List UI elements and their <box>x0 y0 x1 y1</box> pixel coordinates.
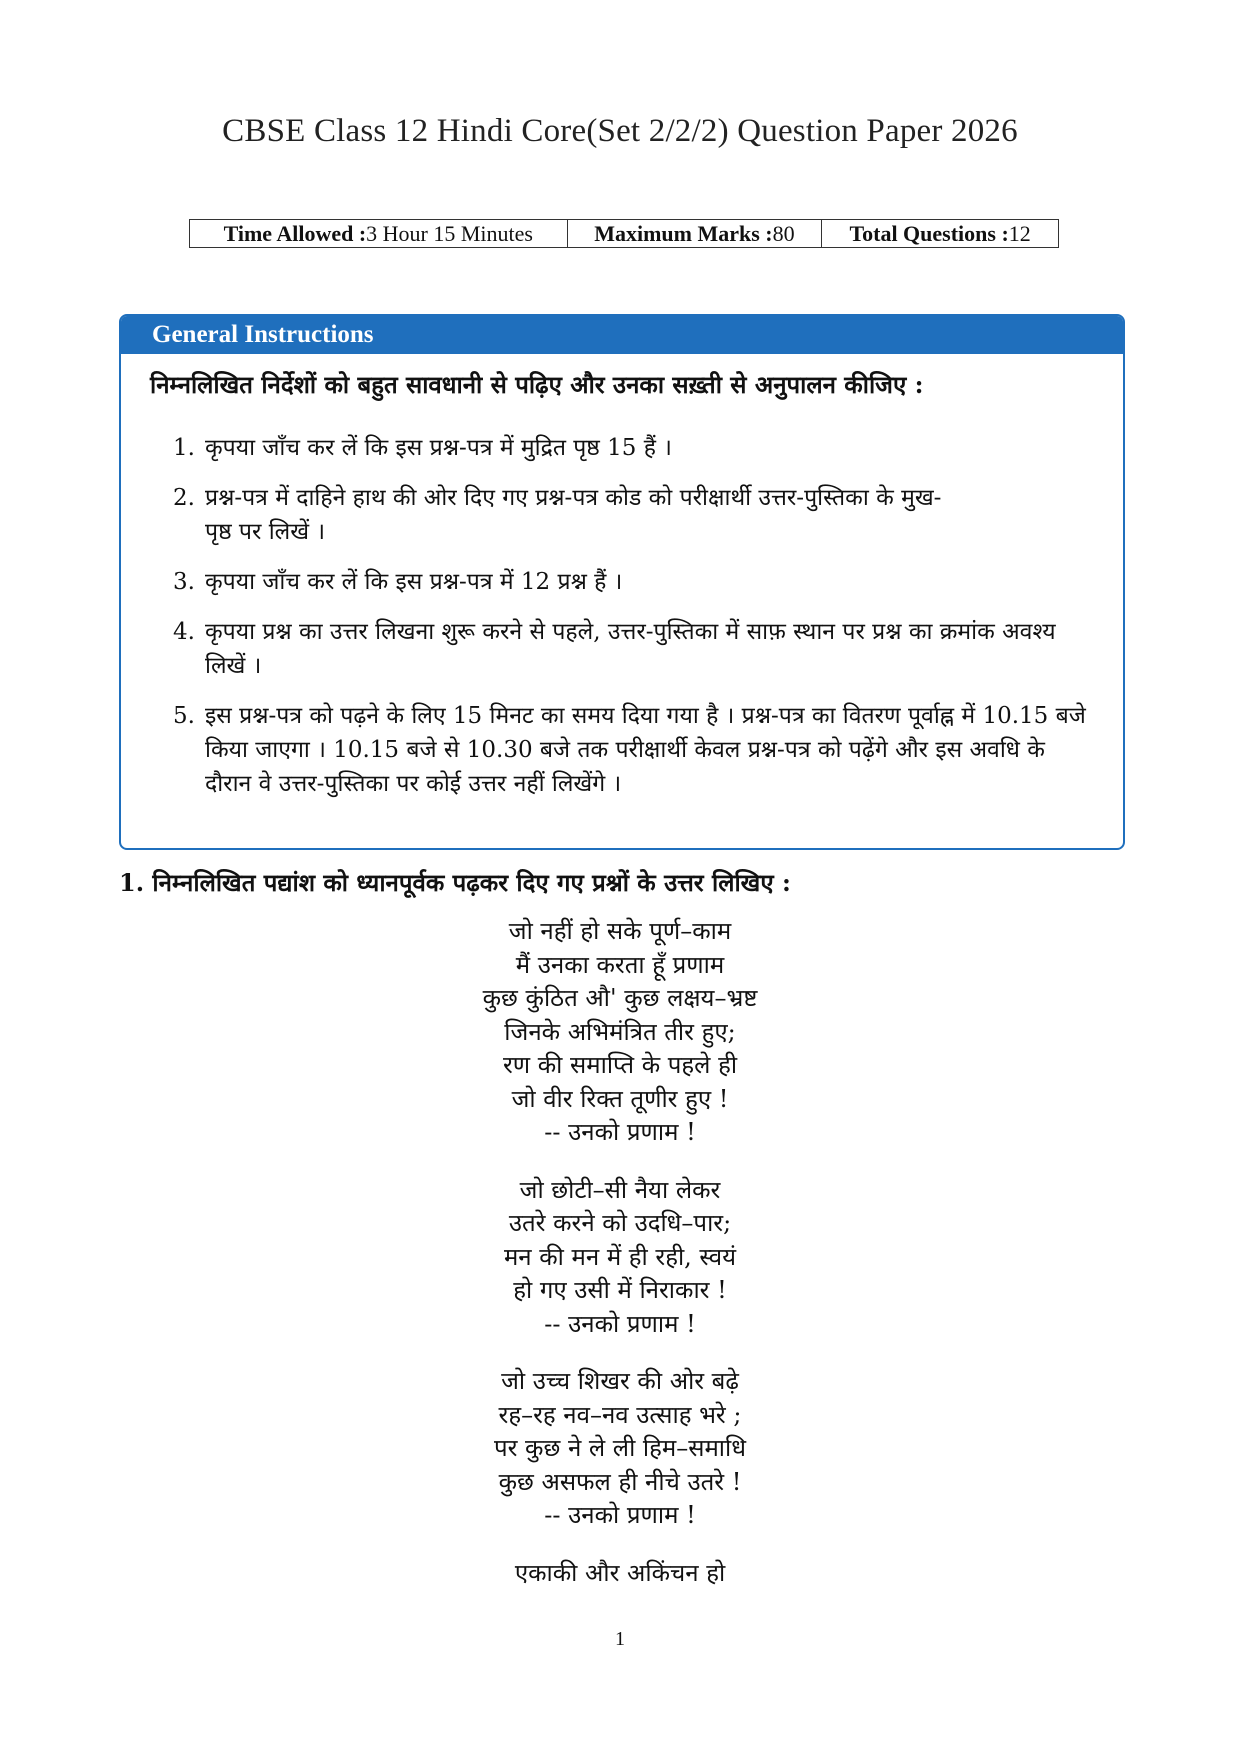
time-allowed-cell <box>190 220 568 247</box>
instruction-text: कृपया प्रश्न का उत्तर लिखना शुरू करने से पहले, उत्तर-पुस्तिका में साफ़ स्थान पर प्रश्न का क्रमांक अवश्य लिखें । <box>205 619 1056 679</box>
poem-stanza-1 <box>420 915 820 1150</box>
poem-line: जो वीर रिक्त तूणीर हुए ! <box>511 1084 729 1113</box>
poem-line: जो नहीं हो सके पूर्ण–काम <box>508 917 732 945</box>
poem-line: जो उच्च शिखर की ओर बढ़े <box>501 1367 739 1395</box>
maximum-marks-cell <box>568 220 823 247</box>
poem-stanza-2 <box>420 1174 820 1342</box>
instruction-text: कृपया जाँच कर लें कि इस प्रश्न-पत्र में 12 प्रश्न हैं । <box>205 569 623 595</box>
instruction-number: 3. <box>173 569 195 595</box>
poem-line: रण की समाप्ति के पहले ही <box>502 1051 738 1079</box>
question-1-prompt: 1. निम्नलिखित पद्यांश को ध्यानपूर्वक पढ़कर दिए गए प्रश्नों के उत्तर लिखिए : <box>119 868 791 897</box>
poem-line: मन की मन में ही रही, स्वयं <box>503 1242 737 1271</box>
instruction-number: 4. <box>173 619 195 645</box>
poem-line: पर कुछ ने ले ली हिम–समाधि <box>493 1434 746 1462</box>
poem-line: -- उनको प्रणाम ! <box>544 1309 696 1338</box>
time-allowed-value: 3 Hour 15 Minutes <box>366 220 533 246</box>
instructions-list <box>173 431 1093 817</box>
page-title: CBSE Class 12 Hindi Core(Set 2/2/2) Question Paper 2026 <box>222 113 1018 149</box>
poem-line: -- उनको प्रणाम ! <box>544 1118 696 1146</box>
poem-stanza-4 <box>420 1557 820 1591</box>
total-questions-cell <box>822 220 1058 247</box>
instruction-item <box>173 565 1093 599</box>
poem-stanza-3 <box>420 1365 820 1533</box>
poem <box>420 915 820 1614</box>
instruction-item <box>173 431 1093 465</box>
time-allowed-label: Time Allowed : <box>223 220 367 246</box>
instruction-item <box>173 615 1093 683</box>
poem-line: कुछ असफल ही नीचे उतरे ! <box>498 1467 742 1496</box>
poem-line: मैं उनका करता हूँ प्रणाम <box>515 950 725 979</box>
instruction-number: 5. <box>173 703 195 729</box>
general-instructions-header: General Instructions <box>121 316 1123 354</box>
page-number: 1 <box>615 1628 625 1650</box>
instruction-item <box>173 699 1093 801</box>
poem-line: कुछ कुंठित औ' कुछ लक्षय–भ्रष्ट <box>482 984 758 1012</box>
total-questions-value: 12 <box>1008 220 1031 246</box>
maximum-marks-label: Maximum Marks : <box>594 220 773 246</box>
instruction-number: 2. <box>173 485 195 511</box>
general-instructions-box <box>119 314 1125 850</box>
poem-line: -- उनको प्रणाम ! <box>544 1501 696 1529</box>
total-questions-label: Total Questions : <box>849 220 1009 246</box>
poem-line: उतरे करने को उदधि–पार; <box>508 1209 732 1237</box>
instruction-text: प्रश्न-पत्र में दाहिने हाथ की ओर दिए गए प्रश्न-पत्र कोड को परीक्षार्थी उत्तर-पुस्तिका के मुख-पृष्ठ पर लिखें । <box>205 485 942 545</box>
poem-line: हो गए उसी में निराकार ! <box>513 1276 727 1304</box>
poem-line: जो छोटी–सी नैया लेकर <box>519 1175 721 1204</box>
instruction-item <box>173 481 1093 549</box>
poem-line: जिनके अभिमंत्रित तीर हुए; <box>504 1017 736 1046</box>
instruction-number: 1. <box>173 435 195 461</box>
maximum-marks-value: 80 <box>772 220 795 246</box>
instruction-text: इस प्रश्न-पत्र को पढ़ने के लिए 15 मिनट का समय दिया गया है । प्रश्न-पत्र का वितरण पूर्वाह्न में 10.15 बजे किया जाएगा । 10.15 बजे से 10.30 बजे तक परीक्षार्थी केवल प्रश्न-पत्र को पढ़ेंगे और इस अवधि के दौरान वे उत्तर-पुस्तिका पर कोई उत्तर नहीं लिखेंगे । <box>205 703 1086 797</box>
poem-line: रह–रह नव–नव उत्साह भरे ; <box>498 1400 742 1429</box>
instruction-text: कृपया जाँच कर लें कि इस प्रश्न-पत्र में मुद्रित पृष्ठ 15 हैं । <box>205 435 672 461</box>
poem-line: एकाकी और अकिंचन हो <box>514 1558 726 1587</box>
instructions-lead: निम्नलिखित निर्देशों को बहुत सावधानी से पढ़िए और उनका सख़्ती से अनुपालन कीजिए : <box>150 370 924 399</box>
exam-info-table <box>189 219 1059 248</box>
